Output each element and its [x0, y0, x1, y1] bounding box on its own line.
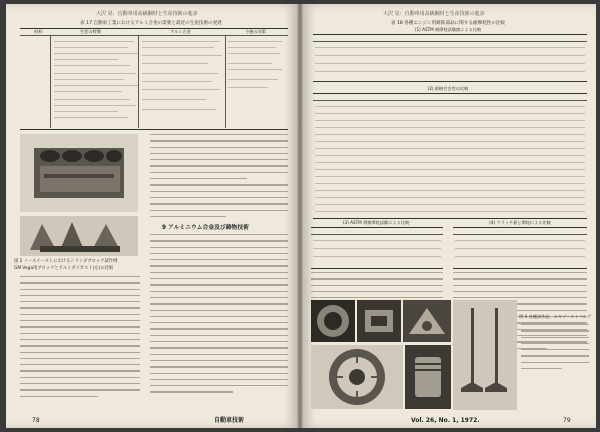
impeller-photo — [311, 345, 403, 409]
left-data-table — [20, 28, 288, 130]
photo-caption-2: GM Vega用ブロックとアルミダイカスト(左)の比較 — [14, 266, 114, 271]
right-page — [303, 4, 596, 428]
left-running-head: 大沢 晃：自動車用高級鋼材と生産技術の進歩 — [96, 11, 198, 17]
left-table-header: 今後の対策 — [245, 29, 266, 34]
bracket-photo — [403, 300, 451, 342]
right-photo-caption: 図 4 各種試作品、エキゾーストバルブ — [519, 314, 592, 319]
left-page-number: 78 — [32, 417, 40, 424]
left-body-text-bottom — [20, 276, 140, 402]
cylinder-block-photo — [20, 134, 138, 212]
wear-test-table-3 — [311, 227, 443, 269]
left-table-caption: 表 17 自動車工業におけるアルミ合金の需要と最近の生産技術の発達 — [80, 21, 222, 26]
right-table-subcaption-1: (1) ASTM 耐摩耗試験値による比較 — [414, 27, 482, 32]
table-2-header — [313, 94, 587, 101]
left-table-header: 生産の特徴 — [80, 29, 101, 34]
left-body-text-top — [150, 134, 288, 222]
table-1-header — [313, 35, 587, 42]
right-journal-name: Vol. 26, No. 1, 1972. — [411, 417, 480, 424]
photo-legend-list — [521, 324, 589, 374]
left-journal-name: 自動車技術 — [214, 417, 245, 424]
right-table-subcaption-3: (3) ASTM 摩擦摩耗試験による比較 — [342, 220, 410, 225]
left-table-header: アルミ合金 — [170, 29, 191, 34]
right-page-number: 79 — [563, 417, 571, 424]
right-table-subcaption-4: (4) クラッチ板と摩耗による比較 — [489, 220, 551, 225]
gear-ring-photo — [311, 300, 355, 342]
cast-part-photo — [357, 300, 401, 342]
left-page — [6, 4, 297, 428]
right-body-text-left — [311, 272, 443, 303]
exhaust-valve-photo — [453, 300, 517, 410]
wear-test-table-1 — [313, 34, 587, 82]
wear-test-table-2 — [313, 93, 587, 219]
piston-photo — [405, 345, 451, 409]
right-running-head: 大沢 晃：自動車用高級鋼材と生産技術の進歩 — [383, 11, 485, 17]
wear-test-table-4 — [453, 227, 587, 269]
photo-caption-1: 図 2 ノースイーストにおけるシリンダブロック試作例 — [14, 259, 118, 264]
section-heading: 9 アルミニウム合金及び鋳物技術 — [162, 225, 249, 231]
right-table-subcaption-2: (2) 耐焼付き性の比較 — [427, 86, 469, 91]
left-table-header: 材料 — [34, 29, 43, 34]
right-table-caption: 表 18 各種エンジン用鋳鉄部品に関する耐摩耗性の比較 — [390, 21, 506, 26]
table-3-header — [311, 228, 443, 235]
engine-parts-photo — [20, 216, 138, 256]
table-4-header — [453, 228, 587, 235]
left-body-text-right — [150, 234, 288, 398]
